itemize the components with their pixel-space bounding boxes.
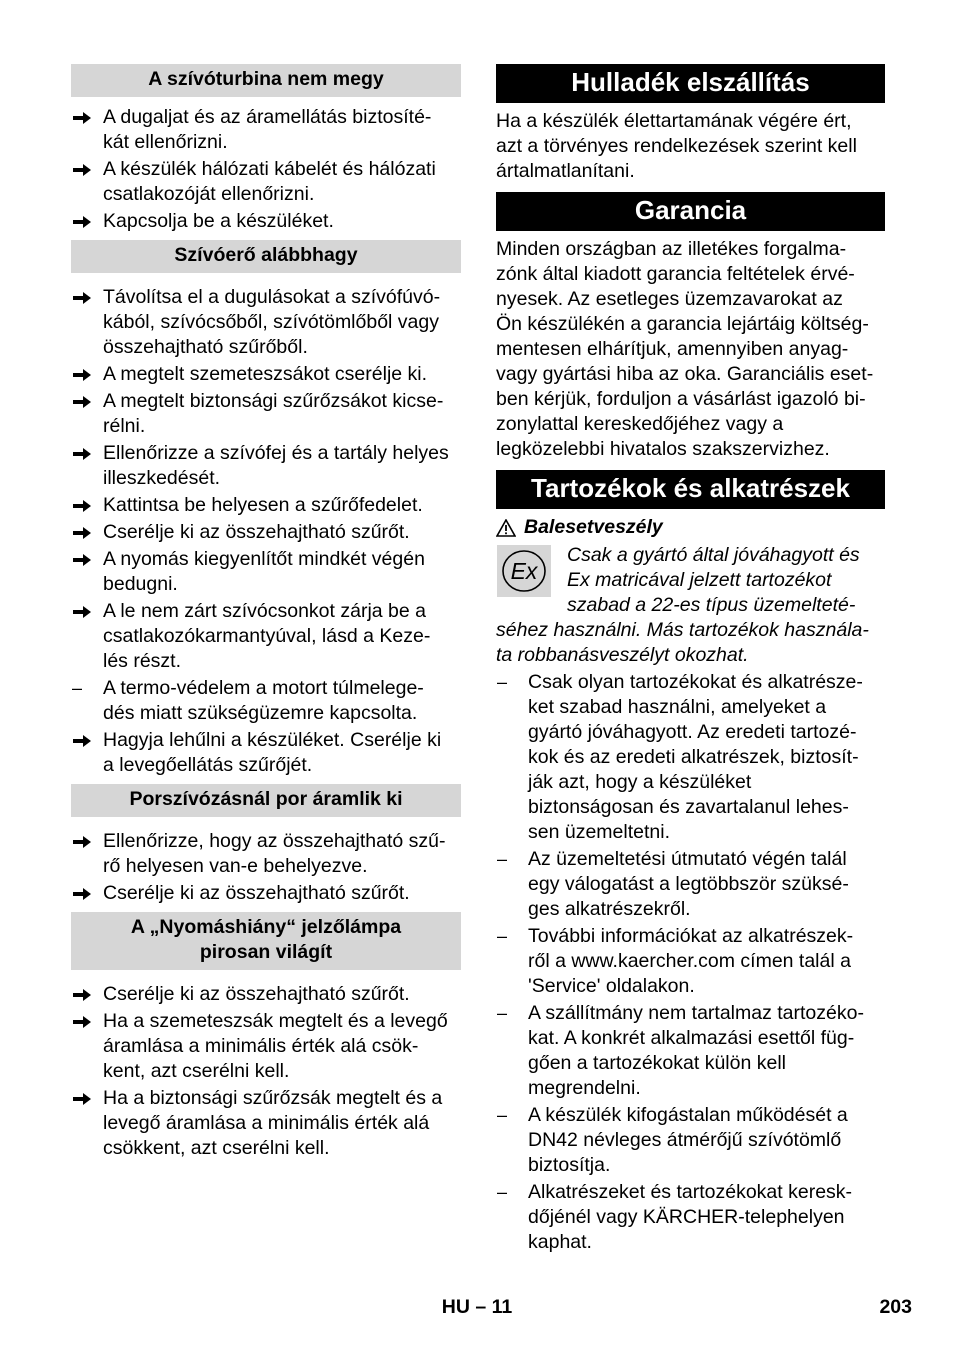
section-heading: A „Nyomáshiány“ jelzőlámpa pirosan világít: [71, 912, 461, 970]
list-item: [496, 670, 885, 845]
footer-section-label: HU – 11: [441, 1296, 513, 1318]
section-list: [71, 105, 461, 234]
list-item-text: Az üzemeltetési útmutató végén talál egy válogatást a legtöbbször szüksé- ges alkatrészekről.: [528, 848, 849, 920]
list-item-text: Cserélje ki az összehajtható szűrőt.: [103, 521, 410, 543]
section-heading: Porszívózásnál por áramlik ki: [71, 784, 461, 817]
list-item-text: Ellenőrizze a szívófej és a tartály helyes illeszkedését.: [103, 442, 449, 489]
arrow-right-icon: [72, 1086, 96, 1106]
list-item-text: Hagyja lehűlni a készüléket. Cserélje ki a levegőellátás szűrőjét.: [103, 729, 442, 776]
list-item-text: A termo-védelem a motort túlmelege- dés miatt szükségüzemre kapcsolta.: [103, 677, 424, 724]
section-heading: A szívóturbina nem megy: [71, 64, 461, 97]
ex-marking-icon: [497, 545, 551, 597]
list-item-text: Cserélje ki az összehajtható szűrőt.: [103, 882, 410, 904]
list-item-text: A készülék kifogástalan működését a DN42 névleges átmérőjű szívótömlő biztosítja.: [528, 1104, 848, 1176]
arrow-right-icon: [72, 599, 96, 619]
section-list: [71, 285, 461, 778]
list-item-text: A megtelt szemeteszsákot cserélje ki.: [103, 363, 428, 385]
list-item: [71, 362, 461, 387]
list-item-text: A szállítmány nem tartalmaz tartozéko- kat. A konkrét alkalmazási esettől füg- gően a tartozékokat külön kell megrendelni.: [528, 1002, 864, 1099]
list-item-text: Csak olyan tartozékokat és alkatrésze- ket szabad használni, amelyeket a gyártó jóváhagyott. Az eredeti tartozé- kok és az eredeti alkatrészek, biztosít- ják azt, hogy a készüléket biztonságosan és zavartalanul lehes- sen üzemeltetni.: [528, 671, 863, 843]
list-item-text: Ha a szemeteszsák megtelt és a levegő áramlása a minimális érték alá csök- kent, azt cserélni kell.: [103, 1010, 448, 1082]
list-item-text: A le nem zárt szívócsonkot zárja be a csatlakozókarmantyúval, lásd a Keze- lés részt.: [103, 600, 431, 672]
disposal-text: Ha a készülék élettartamának végére ért, azt a törvényes rendelkezések szerint kell ártalmatlanítani.: [496, 110, 857, 182]
arrow-right-icon: [72, 209, 96, 229]
list-item: [71, 676, 461, 726]
arrow-right-icon: [72, 881, 96, 901]
arrow-right-icon: [72, 982, 96, 1002]
dash-bullet-icon: –: [497, 672, 508, 692]
list-item-text: A megtelt biztonsági szűrőzsákot kicse- rélni.: [103, 390, 444, 437]
arrow-right-icon: [72, 547, 96, 567]
dash-bullet-icon: –: [497, 926, 508, 946]
arrow-right-icon: [72, 1009, 96, 1029]
warning-label: Balesetveszély: [524, 516, 663, 538]
section-list: [71, 982, 461, 1161]
list-item-text: A nyomás kiegyenlítőt mindkét végén bedugni.: [103, 548, 425, 595]
list-item-text: A készülék hálózati kábelét és hálózati csatlakozóját ellenőrizni.: [103, 158, 436, 205]
ex-notice: [496, 543, 885, 668]
list-item-text: Kapcsolja be a készüléket.: [103, 210, 334, 232]
list-item-text: A dugaljat és az áramellátás biztosíté- kát ellenőrizni.: [103, 106, 432, 153]
list-item: [71, 599, 461, 674]
list-item-text: Alkatrészeket és tartozékokat keresk- dőjénél vagy KÄRCHER-telephelyen kaphat.: [528, 1181, 853, 1253]
list-item: [71, 157, 461, 207]
section-list: [71, 829, 461, 906]
list-item: [71, 1009, 461, 1084]
arrow-right-icon: [72, 441, 96, 461]
list-item: [496, 1001, 885, 1101]
list-item-text: Távolítsa el a dugulásokat a szívófúvó- kából, szívócsőből, szívótömlőből vagy összehajtható szűrőből.: [103, 286, 441, 358]
list-item: [71, 881, 461, 906]
list-item: [71, 441, 461, 491]
dash-bullet-icon: –: [497, 1003, 508, 1023]
arrow-right-icon: [72, 493, 96, 513]
list-item-text: További információkat az alkatrészek- ről a www.kaercher.com címen talál a 'Service' oldalakon.: [528, 925, 854, 997]
section-heading: Szívóerő alábbhagy: [71, 240, 461, 273]
warranty-text: Minden országban az illetékes forgalma- zónk által kiadott garancia feltételek érvé- nyesek. Az esetleges üzemzavarokat az Ön készülékén a garancia lejártáig költség- mentesen elhárítjuk, amennyiben anyag- vagy gyártási hiba az oka. Garanciális eset- ben kérjük, forduljon a vásárlást igazoló bi- zonylattal kereskedőjéhez vagy a legközelebbi hivatalos szakszervizhez.: [496, 238, 874, 460]
dash-bullet-icon: –: [497, 1182, 508, 1202]
ex-text-full: séhez használni. Más tartozékok használa- ta robbanásveszélyt okozhat.: [496, 619, 869, 666]
list-item: [71, 547, 461, 597]
list-item: [71, 285, 461, 360]
list-item: [71, 209, 461, 234]
warning-triangle-icon: [496, 519, 516, 537]
list-item: [496, 1180, 885, 1255]
arrow-right-icon: [72, 829, 96, 849]
accessories-heading: Tartozékok és alkatrészek: [496, 470, 885, 509]
disposal-heading: Hulladék elszállítás: [496, 64, 885, 103]
dash-bullet-icon: –: [497, 849, 508, 869]
list-item: [71, 728, 461, 778]
list-item: [496, 847, 885, 922]
right-column: [496, 64, 885, 1257]
list-item: [496, 1103, 885, 1178]
arrow-right-icon: [72, 105, 96, 125]
list-item-text: Ha a biztonsági szűrőzsák megtelt és a levegő áramlása a minimális érték alá csökkent, azt cserélni kell.: [103, 1087, 443, 1159]
page-number: 203: [879, 1296, 912, 1318]
left-column: [71, 64, 461, 1163]
list-item: [71, 520, 461, 545]
arrow-right-icon: [72, 285, 96, 305]
dash-bullet-icon: –: [497, 1105, 508, 1125]
list-item: [71, 1086, 461, 1161]
list-item: [71, 829, 461, 879]
arrow-right-icon: [72, 520, 96, 540]
list-item: [71, 105, 461, 155]
list-item: [71, 493, 461, 518]
arrow-right-icon: [72, 389, 96, 409]
warranty-heading: Garancia: [496, 192, 885, 231]
ex-symbol-text: Ex: [510, 558, 538, 584]
arrow-right-icon: [72, 728, 96, 748]
list-item-text: Ellenőrizze, hogy az összehajtható szű- rő helyesen van-e behelyezve.: [103, 830, 446, 877]
arrow-right-icon: [72, 362, 96, 382]
warning-line: [496, 515, 885, 540]
arrow-right-icon: [72, 157, 96, 177]
accessories-list: [496, 670, 885, 1255]
list-item-text: Kattintsa be helyesen a szűrőfedelet.: [103, 494, 423, 516]
list-item: [71, 389, 461, 439]
list-item-text: Cserélje ki az összehajtható szűrőt.: [103, 983, 410, 1005]
list-item: [496, 924, 885, 999]
dash-bullet-icon: –: [72, 678, 83, 698]
ex-text-indented: Csak a gyártó által jóváhagyott és Ex matricával jelzett tartozékot szabad a 22-es típus üzemelteté-: [567, 544, 860, 616]
list-item: [71, 982, 461, 1007]
